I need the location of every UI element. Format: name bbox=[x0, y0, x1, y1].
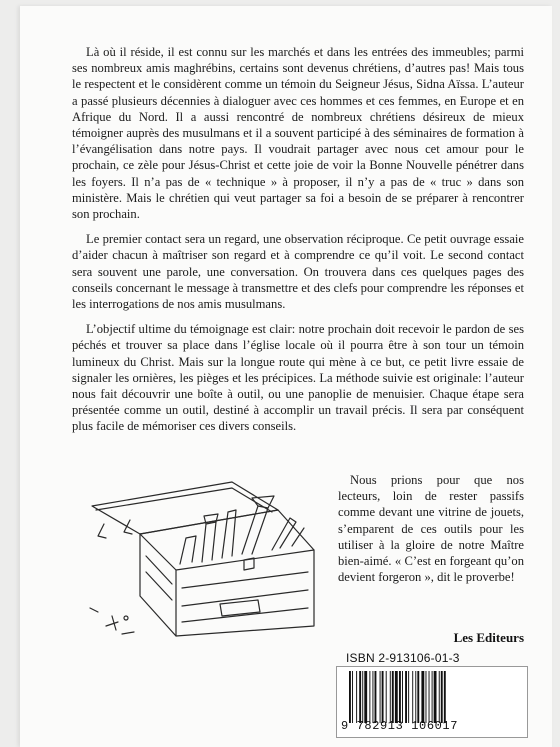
toolbox-icon bbox=[82, 476, 334, 646]
blurb-text bbox=[72, 44, 524, 444]
isbn-label: ISBN 2-913106-01-3 bbox=[346, 651, 460, 665]
back-cover bbox=[20, 6, 552, 747]
closing-text: Nous prions pour que nos lecteurs, loin de rester passifs comme devant une vitrine de jouets, s’emparent de ces outils pour les utiliser à la gloire de notre Maître bien-aimé. « C’est en forgeant qu’on devient forgeron », dit le proverbe! bbox=[338, 473, 524, 585]
publisher-signature: Les Editeurs bbox=[453, 630, 524, 645]
barcode-box bbox=[336, 666, 528, 738]
barcode-digits: 9 782913 106017 bbox=[341, 719, 459, 733]
closing-paragraph bbox=[338, 472, 524, 585]
paragraph-1: Là où il réside, il est connu sur les marchés et dans les entrées des immeubles; parmi ses nombreux amis maghrébins, certains sont devenus chrétiens, d’autres pas! Mais tous le respectent et le considèrent comme un témoin du Seigneur Jésus, Sidna Aïssa. L’auteur a passé plusieurs décennies à dialoguer avec ces hommes et ces femmes, en Europe et en Afrique du Nord. Il a aussi rencontré de nombreux chrétiens désireux de mieux témoigner auprès des musulmans et il a souvent participé à des séminaires de formation à l’évangélisation dans notre pays. Il voudrait partager avec nous cet amour pour le prochain, ce zèle pour Jésus-Christ et cette joie de voir la Bonne Nouvelle pénétrer dans les foyers. Il n’a pas de « technique » à proposer, il n’y a pas de « truc » dans son ministère. Mais le chrétien qui veut partager sa foi a besoin de se préparer à rencontrer son prochain. bbox=[72, 45, 524, 222]
barcode-icon bbox=[349, 671, 521, 723]
paragraph-3: L’objectif ultime du témoignage est clair: notre prochain doit recevoir le pardon de ses péchés et trouver sa place dans l’église locale où il pourra être à son tour un témoin lumineux du Christ. Mais sur la longue route qui mène à ce but, ce petit livre essaie de signaler les ornières, les pièges et les précipices. La méthode suivie est originale: l’auteur nous fait découvrir une boîte à outil, ou une panoplie de menuisier. Chaque étape sera présentée comme un outil, destiné à accomplir un travail précis. Il sera par conséquent plus facile de mémoriser ces divers conseils. bbox=[72, 322, 524, 434]
paragraph-2: Le premier contact sera un regard, une observation réciproque. Ce petit ouvrage essaie d’aider chacun à maîtriser son regard et à comprendre ce qu’il voit. Le second contact sera souvent une parole, une conversation. On trouvera dans ces quelques pages des conseils concernant le message à transmettre et des clefs pour comprendre les réponses et les interrogations de nos amis musulmans. bbox=[72, 232, 524, 312]
